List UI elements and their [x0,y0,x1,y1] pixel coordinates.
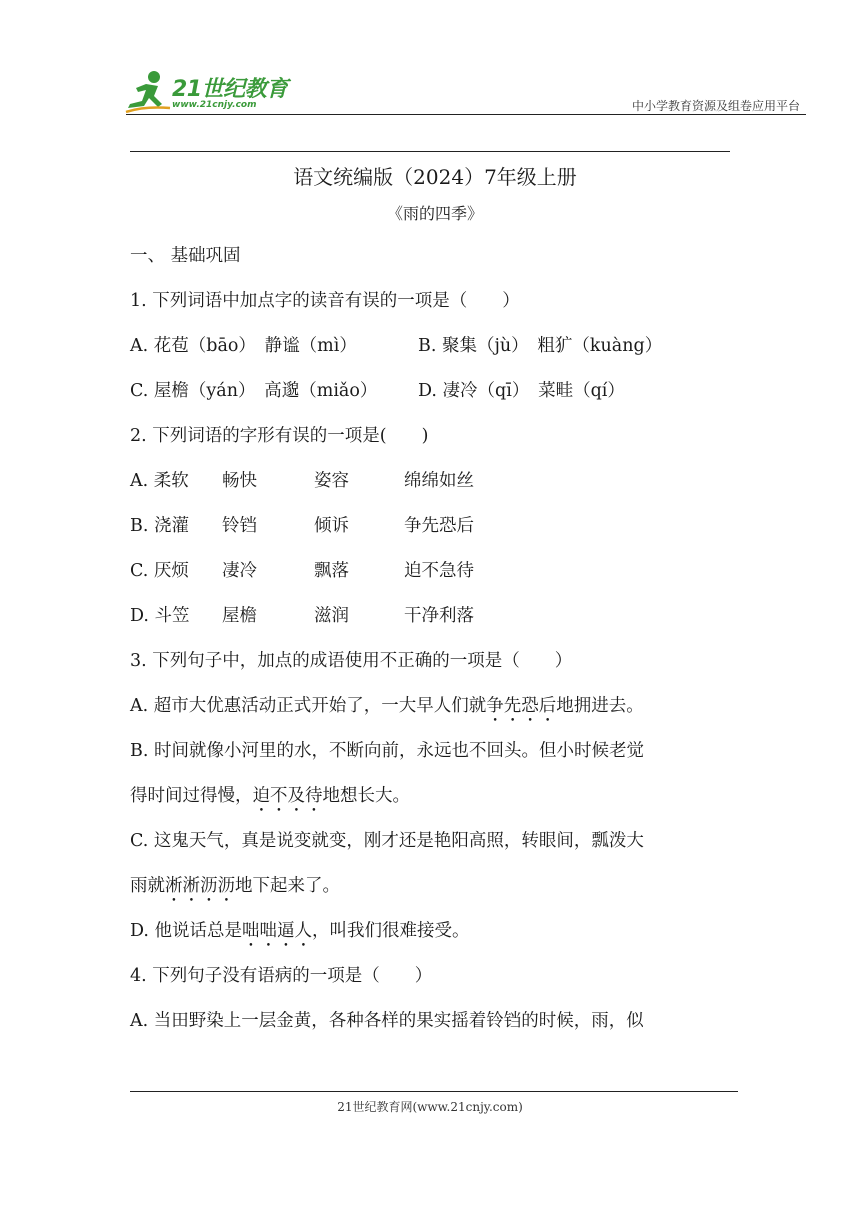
question-2-option-b [130,504,740,549]
word: 飘落 [314,561,349,581]
text: A. 超市大优惠活动正式开始了，一大早人们就 [130,696,487,716]
word: 绵绵如丝 [404,471,474,491]
text: 得时间过得慢， [130,786,253,806]
question-2-option-d [130,594,740,639]
question-4-option-a-line1: A. 当田野染上一层金黄，各种各样的果实摇着铃铛的时候，雨，似 [130,1011,644,1031]
word: A. 柔软 [130,471,189,491]
word: 屋檐 [222,606,257,626]
question-1-options-ab [130,324,740,369]
question-3-option-b-line1: B. 时间就像小河里的水，不断向前，永远也不回头。但小时候老觉 [130,741,644,761]
section-heading: 一、 基础巩固 [130,246,241,266]
header-divider [126,114,806,115]
text: 地下起来了。 [235,876,340,896]
question-2-option-c [130,549,740,594]
dotted-idiom: 淅淅沥沥 [165,876,235,896]
question-3-option-d [130,909,740,954]
text: ，叫我们很难接受。 [312,921,470,941]
word: 迫不急待 [404,561,474,581]
logo-url: www.21cnjy.com [172,100,257,110]
document-body [130,160,740,1044]
question-1-options-cd [130,369,740,414]
question-2-option-a [130,459,740,504]
question-3-option-b-line2 [130,774,740,819]
page-title: 语文统编版（2024）7年级上册 [293,165,577,189]
page-footer: 21世纪教育网(www.21cnjy.com) [337,1100,523,1114]
word: 凄冷 [222,561,257,581]
word: 姿容 [314,471,349,491]
question-3-stem: 3. 下列句子中，加点的成语使用不正确的一项是（ ） [130,651,573,671]
platform-name: 中小学教育资源及组卷应用平台 [631,99,800,113]
option-d: D. 凄冷（qī） 菜畦（qí） [418,381,625,401]
word: C. 厌烦 [130,561,189,581]
dotted-idiom: 争先恐后 [486,696,557,716]
option-c: C. 屋檐（yán） 高邈（miǎo） [130,381,378,401]
word: 滋润 [314,606,349,626]
word: 争先恐后 [404,516,474,536]
footer-divider [130,1091,738,1092]
word: 铃铛 [222,516,257,536]
word: 倾诉 [314,516,349,536]
question-3-option-a [130,684,740,729]
word: B. 浇灌 [130,516,189,536]
text: 地想长大。 [322,786,410,806]
text: 地拥进去。 [556,696,644,716]
runner-logo-icon [124,68,174,114]
page-subtitle: 《雨的四季》 [386,204,483,223]
top-divider [130,151,730,152]
question-3-option-c-line1: C. 这鬼天气，真是说变就变，刚才还是艳阳高照，转眼间，瓢泼大 [130,831,644,851]
option-b: B. 聚集（jù） 粗犷（kuàng） [418,336,663,356]
text: 雨就 [130,876,165,896]
option-a: A. 花苞（bāo） 静谧（mì） [130,336,357,356]
question-2-stem: 2. 下列词语的字形有误的一项是( ) [130,426,429,446]
word: 畅快 [222,471,257,491]
text: D. 他说话总是 [130,921,243,941]
question-1-stem: 1. 下列词语中加点字的读音有误的一项是（ ） [130,291,520,311]
dotted-idiom: 迫不及待 [252,786,323,806]
word: D. 斗笠 [130,606,190,626]
logo-text: 21世纪教育 [172,77,288,102]
question-4-stem: 4. 下列句子没有语病的一项是（ ） [130,966,433,986]
dotted-idiom: 咄咄逼人 [242,921,313,941]
logo [124,68,294,114]
question-3-option-c-line2 [130,864,740,909]
word: 干净利落 [404,606,474,626]
page-header [0,0,860,130]
